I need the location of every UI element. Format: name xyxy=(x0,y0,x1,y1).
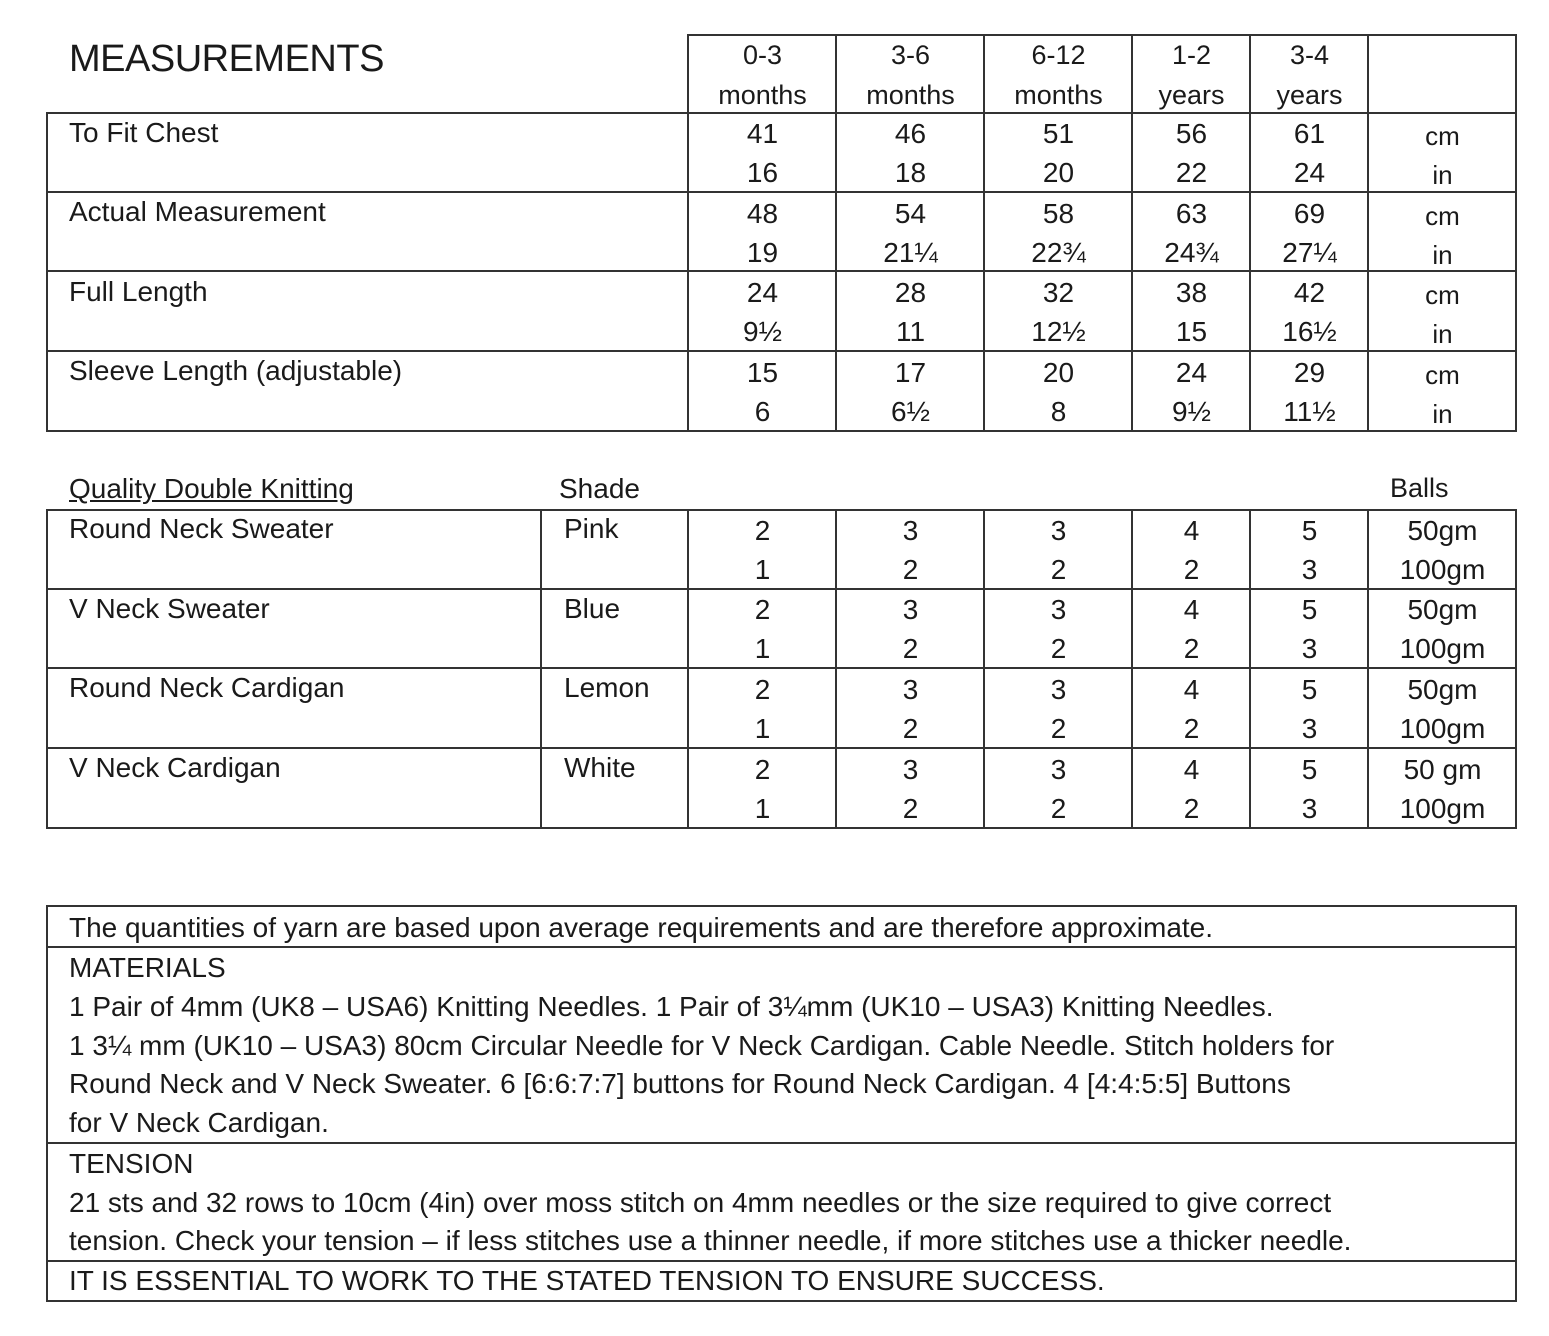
table-cell: 2 1 xyxy=(754,594,771,664)
unit-cell: cm in xyxy=(1425,280,1460,349)
table-cell: 17 6½ xyxy=(891,357,930,427)
measurements-title: MEASUREMENTS xyxy=(69,38,384,80)
row-label-sleeve-length: Sleeve Length (adjustable) xyxy=(69,355,403,386)
materials-line: Round Neck and V Neck Sweater. 6 [6:6:7:7] buttons for Round Neck Cardigan. 4 [4:4:5:5] Buttons xyxy=(69,1068,1291,1099)
balls-header: Balls xyxy=(1390,473,1449,503)
tension-line: 21 sts and 32 rows to 10cm (4in) over moss stitch on 4mm needles or the size required to give correct xyxy=(69,1187,1332,1218)
essential-note: IT IS ESSENTIAL TO WORK TO THE STATED TENSION TO ENSURE SUCCESS. xyxy=(69,1265,1105,1296)
table-cell: 32 12½ xyxy=(1031,277,1086,347)
table-cell: 3 2 xyxy=(902,515,919,585)
unit-cell: cm in xyxy=(1425,121,1460,190)
ball-unit-cell: 50gm 100gm xyxy=(1399,515,1486,585)
table-cell: 2 1 xyxy=(754,674,771,744)
shade-pink: Pink xyxy=(564,513,619,544)
table-cell: 56 22 xyxy=(1175,118,1208,188)
garment-round-neck-sweater: Round Neck Sweater xyxy=(69,513,334,544)
tension-heading: TENSION xyxy=(69,1148,194,1179)
table-cell: 51 20 xyxy=(1042,118,1075,188)
table-cell: 48 19 xyxy=(746,198,779,268)
shade-blue: Blue xyxy=(564,593,621,624)
table-cell: 46 18 xyxy=(894,118,927,188)
divider xyxy=(540,509,542,829)
table-cell: 3 2 xyxy=(1050,674,1067,744)
quantities-note: The quantities of yarn are based upon average requirements and are therefore approximate. xyxy=(69,912,1214,943)
materials-heading: MATERIALS xyxy=(69,952,226,983)
shade-lemon: Lemon xyxy=(564,672,650,703)
shade-header: Shade xyxy=(559,473,640,504)
table-cell: 3 2 xyxy=(1050,754,1067,824)
table-cell: 3 2 xyxy=(902,594,919,664)
materials-line: 1 Pair of 4mm (UK8 – USA6) Knitting Needles. 1 Pair of 3¼mm (UK10 – USA3) Knitting Needles. xyxy=(69,991,1274,1022)
ball-unit-cell: 50 gm 100gm xyxy=(1399,754,1486,824)
divider xyxy=(46,905,48,1302)
size-header-2: 6-12 months xyxy=(1014,40,1103,110)
table-cell: 2 1 xyxy=(754,515,771,585)
row-label-to-fit-chest: To Fit Chest xyxy=(69,117,219,148)
ball-unit-cell: 50gm 100gm xyxy=(1399,594,1486,664)
table-cell: 61 24 xyxy=(1293,118,1326,188)
table-cell: 5 3 xyxy=(1301,594,1318,664)
table-cell: 4 2 xyxy=(1183,674,1200,744)
divider xyxy=(46,112,48,432)
size-header-1: 3-6 months xyxy=(866,40,955,110)
unit-cell: cm in xyxy=(1425,201,1460,270)
table-cell: 24 9½ xyxy=(1172,357,1211,427)
table-cell: 29 11½ xyxy=(1283,357,1336,427)
table-cell: 15 6 xyxy=(746,357,779,427)
table-cell: 4 2 xyxy=(1183,754,1200,824)
table-cell: 4 2 xyxy=(1183,594,1200,664)
table-cell: 3 2 xyxy=(902,674,919,744)
garment-round-neck-cardigan: Round Neck Cardigan xyxy=(69,672,345,703)
divider xyxy=(1515,905,1517,1302)
table-cell: 28 11 xyxy=(894,277,927,347)
table-cell: 3 2 xyxy=(902,754,919,824)
materials-line: 1 3¼ mm (UK10 – USA3) 80cm Circular Needle for V Neck Cardigan. Cable Needle. Stitch holders for xyxy=(69,1030,1335,1061)
table-cell: 5 3 xyxy=(1301,515,1318,585)
table-cell: 58 22¾ xyxy=(1031,198,1086,268)
ball-unit-cell: 50gm 100gm xyxy=(1399,674,1486,744)
table-cell: 41 16 xyxy=(746,118,779,188)
size-header-3: 1-2 years xyxy=(1158,40,1225,110)
row-label-full-length: Full Length xyxy=(69,276,208,307)
table-cell: 5 3 xyxy=(1301,674,1318,744)
garment-v-neck-sweater: V Neck Sweater xyxy=(69,593,270,624)
row-label-actual-measurement: Actual Measurement xyxy=(69,196,326,227)
materials-line: for V Neck Cardigan. xyxy=(69,1107,329,1138)
size-header-0: 0-3 months xyxy=(718,40,807,110)
yarn-quality-label: Quality Double Knitting xyxy=(69,473,354,504)
size-header-4: 3-4 years xyxy=(1276,40,1343,110)
divider xyxy=(46,509,48,829)
tension-line: tension. Check your tension – if less stitches use a thinner needle, if more stitches use a thicker needle. xyxy=(69,1225,1352,1256)
table-cell: 3 2 xyxy=(1050,594,1067,664)
table-cell: 38 15 xyxy=(1175,277,1208,347)
table-cell: 20 8 xyxy=(1042,357,1075,427)
table-cell: 4 2 xyxy=(1183,515,1200,585)
unit-cell: cm in xyxy=(1425,360,1460,429)
table-cell: 54 21¼ xyxy=(883,198,938,268)
divider xyxy=(46,905,1517,907)
table-cell: 5 3 xyxy=(1301,754,1318,824)
garment-v-neck-cardigan: V Neck Cardigan xyxy=(69,752,281,783)
table-cell: 42 16½ xyxy=(1282,277,1337,347)
table-cell: 63 24¾ xyxy=(1164,198,1219,268)
table-cell: 2 1 xyxy=(754,754,771,824)
table-cell: 3 2 xyxy=(1050,515,1067,585)
shade-white: White xyxy=(564,752,636,783)
table-cell: 69 27¼ xyxy=(1282,198,1337,268)
table-cell: 24 9½ xyxy=(743,277,782,347)
